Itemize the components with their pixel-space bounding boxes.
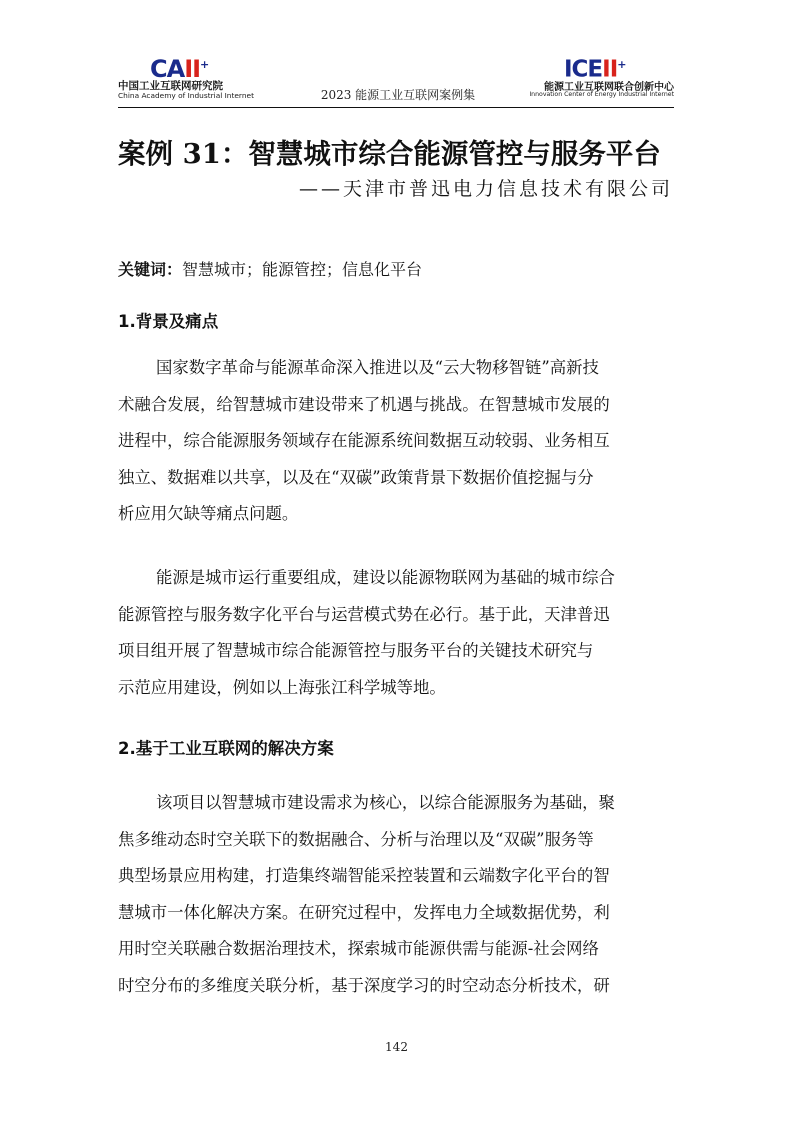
caii-en-name: China Academy of Industrial Internet bbox=[118, 91, 254, 100]
section-heading-2: 2.基于工业互联网的解决方案 bbox=[118, 739, 334, 758]
caii-logo bbox=[118, 52, 258, 104]
iceii-cn-name: 能源工业互联网联合创新中心 bbox=[544, 82, 674, 93]
page-number: 142 bbox=[385, 1040, 408, 1054]
caii-mark-accent: II bbox=[184, 55, 201, 83]
header-rule bbox=[118, 107, 674, 108]
caii-cn-name: 中国工业互联网研究院 bbox=[118, 80, 223, 92]
section1-paragraph-2 bbox=[118, 560, 674, 706]
paragraph-line: 示范应用建设，例如以上海张江科学城等地。 bbox=[118, 677, 446, 697]
paragraph-line: 该项目以智慧城市建设需求为核心，以综合能源服务为基础，聚 bbox=[156, 793, 615, 812]
paragraph-line: 焦多维动态时空关联下的数据融合、分析与治理以及“双碳”服务等 bbox=[118, 829, 594, 849]
paragraph-line: 项目组开展了智慧城市综合能源管控与服务平台的关键技术研究与 bbox=[118, 641, 594, 660]
iceii-mark-main: ICE bbox=[564, 56, 603, 83]
iceii-logo bbox=[524, 52, 674, 104]
page-header bbox=[118, 52, 674, 108]
page-title: 案例 31：智慧城市综合能源管控与服务平台 bbox=[118, 138, 661, 170]
section2-paragraph-1 bbox=[118, 785, 674, 1004]
paragraph-line: 能源管控与服务数字化平台与运营模式势在必行。基于此，天津普迅 bbox=[118, 604, 610, 624]
paragraph-line: 析应用欠缺等痛点问题。 bbox=[118, 504, 299, 523]
caii-mark-main: CA bbox=[150, 55, 185, 83]
paragraph-line: 进程中，综合能源服务领域存在能源系统间数据互动较弱、业务相互 bbox=[118, 431, 610, 450]
collection-title: 2023 能源工业互联网案例集 bbox=[320, 88, 476, 102]
iceii-mark-accent: II bbox=[602, 56, 618, 83]
paragraph-line: 能源是城市运行重要组成，建设以能源物联网为基础的城市综合 bbox=[156, 568, 615, 587]
paragraph-line: 用时空关联融合数据治理技术，探索城市能源供需与能源-社会网络 bbox=[118, 939, 599, 958]
paragraph-line: 典型场景应用构建，打造集终端智能采控装置和云端数字化平台的智 bbox=[118, 866, 610, 885]
keywords-line bbox=[118, 258, 422, 282]
paragraph-line: 独立、数据难以共享，以及在“双碳”政策背景下数据价值挖掘与分 bbox=[118, 467, 594, 487]
page-subtitle: ——天津市普迅电力信息技术有限公司 bbox=[298, 178, 673, 200]
paragraph-line: 时空分布的多维度关联分析，基于深度学习的时空动态分析技术，研 bbox=[118, 975, 610, 995]
iceii-mark-plus: + bbox=[617, 58, 626, 71]
keywords-label: 关键词： bbox=[118, 260, 183, 279]
paragraph-line: 国家数字革命与能源革命深入推进以及“云大物移智链”高新技 bbox=[156, 358, 599, 377]
caii-mark-plus: + bbox=[200, 58, 209, 71]
paragraph-line: 慧城市一体化解决方案。在研究过程中，发挥电力全域数据优势，利 bbox=[118, 902, 610, 922]
keywords-value: 智慧城市；能源管控；信息化平台 bbox=[182, 260, 423, 279]
paragraph-line: 术融合发展，给智慧城市建设带来了机遇与挑战。在智慧城市发展的 bbox=[118, 394, 610, 414]
iceii-en-name: Innovation Center of Energy Industrial Internet bbox=[529, 91, 674, 98]
section1-paragraph-1 bbox=[118, 350, 674, 533]
section-heading-1: 1.背景及痛点 bbox=[118, 312, 219, 331]
